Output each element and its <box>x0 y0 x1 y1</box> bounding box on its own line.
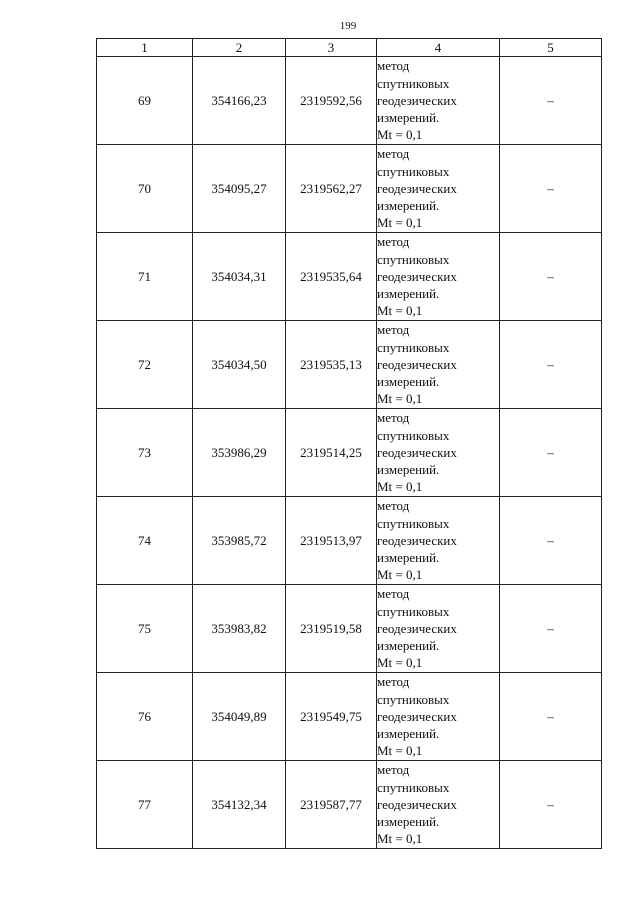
method-line: геодезических <box>377 268 457 284</box>
x-coordinate-cell: 354132,34 <box>193 761 286 849</box>
table-row <box>97 233 602 321</box>
x-coordinate-cell: 354095,27 <box>193 145 286 233</box>
method-line: Mt = 0,1 <box>377 831 423 847</box>
method-cell <box>377 585 500 673</box>
page-number: 199 <box>339 20 357 32</box>
point-number-cell: 71 <box>97 233 193 321</box>
method-line: метод <box>377 322 410 338</box>
y-coordinate-cell: 2319519,58 <box>286 585 377 673</box>
method-line: метод <box>377 410 410 426</box>
note-cell: – <box>500 409 602 497</box>
y-coordinate-cell: 2319513,97 <box>286 497 377 585</box>
method-line: измерений. <box>377 814 440 830</box>
note-cell: – <box>500 145 602 233</box>
method-cell <box>377 761 500 849</box>
point-number-cell: 74 <box>97 497 193 585</box>
method-cell <box>377 673 500 761</box>
coordinates-table <box>96 38 602 849</box>
method-line: Mt = 0,1 <box>377 655 423 671</box>
header-col-1: 1 <box>97 39 193 57</box>
table-row <box>97 57 602 145</box>
note-cell: – <box>500 57 602 145</box>
method-line: измерений. <box>377 726 440 742</box>
header-row <box>97 39 602 57</box>
method-line: метод <box>377 498 410 514</box>
method-line: метод <box>377 762 410 778</box>
header-col-3: 3 <box>286 39 377 57</box>
method-line: метод <box>377 234 410 250</box>
point-number-cell: 72 <box>97 321 193 409</box>
method-line: Mt = 0,1 <box>377 303 423 319</box>
method-line: измерений. <box>377 374 440 390</box>
method-line: геодезических <box>377 356 457 372</box>
table-row <box>97 145 602 233</box>
x-coordinate-cell: 353986,29 <box>193 409 286 497</box>
note-cell: – <box>500 761 602 849</box>
method-line: Mt = 0,1 <box>377 743 423 759</box>
y-coordinate-cell: 2319592,56 <box>286 57 377 145</box>
method-line: спутниковых <box>377 691 450 707</box>
method-line: спутниковых <box>377 515 450 531</box>
x-coordinate-cell: 353985,72 <box>193 497 286 585</box>
method-line: геодезических <box>377 180 457 196</box>
x-coordinate-cell: 354034,50 <box>193 321 286 409</box>
point-number-cell: 70 <box>97 145 193 233</box>
point-number-cell: 76 <box>97 673 193 761</box>
table-row <box>97 673 602 761</box>
note-cell: – <box>500 585 602 673</box>
table-row <box>97 497 602 585</box>
method-line: метод <box>377 586 410 602</box>
point-number-cell: 77 <box>97 761 193 849</box>
method-line: спутниковых <box>377 339 450 355</box>
method-line: измерений. <box>377 550 440 566</box>
header-col-2: 2 <box>193 39 286 57</box>
method-cell <box>377 233 500 321</box>
y-coordinate-cell: 2319587,77 <box>286 761 377 849</box>
y-coordinate-cell: 2319514,25 <box>286 409 377 497</box>
x-coordinate-cell: 353983,82 <box>193 585 286 673</box>
method-line: метод <box>377 146 410 162</box>
x-coordinate-cell: 354034,31 <box>193 233 286 321</box>
method-cell <box>377 409 500 497</box>
method-cell <box>377 57 500 145</box>
method-cell <box>377 145 500 233</box>
method-line: Mt = 0,1 <box>377 391 423 407</box>
method-line: геодезических <box>377 532 457 548</box>
method-line: метод <box>377 58 410 74</box>
point-number-cell: 73 <box>97 409 193 497</box>
note-cell: – <box>500 673 602 761</box>
x-coordinate-cell: 354166,23 <box>193 57 286 145</box>
method-line: измерений. <box>377 638 440 654</box>
note-cell: – <box>500 233 602 321</box>
y-coordinate-cell: 2319535,13 <box>286 321 377 409</box>
method-line: спутниковых <box>377 427 450 443</box>
table-row <box>97 585 602 673</box>
table-row <box>97 761 602 849</box>
point-number-cell: 75 <box>97 585 193 673</box>
table-row <box>97 321 602 409</box>
note-cell: – <box>500 497 602 585</box>
method-line: спутниковых <box>377 603 450 619</box>
method-line: Mt = 0,1 <box>377 215 423 231</box>
y-coordinate-cell: 2319535,64 <box>286 233 377 321</box>
method-line: Mt = 0,1 <box>377 567 423 583</box>
note-cell: – <box>500 321 602 409</box>
method-line: Mt = 0,1 <box>377 479 423 495</box>
method-line: геодезических <box>377 620 457 636</box>
header-col-5: 5 <box>500 39 602 57</box>
method-line: спутниковых <box>377 163 450 179</box>
method-line: геодезических <box>377 92 457 108</box>
method-line: спутниковых <box>377 251 450 267</box>
method-line: измерений. <box>377 198 440 214</box>
header-col-4: 4 <box>377 39 500 57</box>
method-line: спутниковых <box>377 779 450 795</box>
method-line: геодезических <box>377 796 457 812</box>
table-row <box>97 409 602 497</box>
method-cell <box>377 497 500 585</box>
method-line: измерений. <box>377 286 440 302</box>
method-cell <box>377 321 500 409</box>
table-body <box>97 57 602 849</box>
point-number-cell: 69 <box>97 57 193 145</box>
method-line: измерений. <box>377 462 440 478</box>
method-line: геодезических <box>377 444 457 460</box>
method-line: спутниковых <box>377 75 450 91</box>
method-line: Mt = 0,1 <box>377 127 423 143</box>
method-line: метод <box>377 674 410 690</box>
x-coordinate-cell: 354049,89 <box>193 673 286 761</box>
y-coordinate-cell: 2319549,75 <box>286 673 377 761</box>
method-line: измерений. <box>377 110 440 126</box>
method-line: геодезических <box>377 708 457 724</box>
table-header <box>97 39 602 57</box>
y-coordinate-cell: 2319562,27 <box>286 145 377 233</box>
